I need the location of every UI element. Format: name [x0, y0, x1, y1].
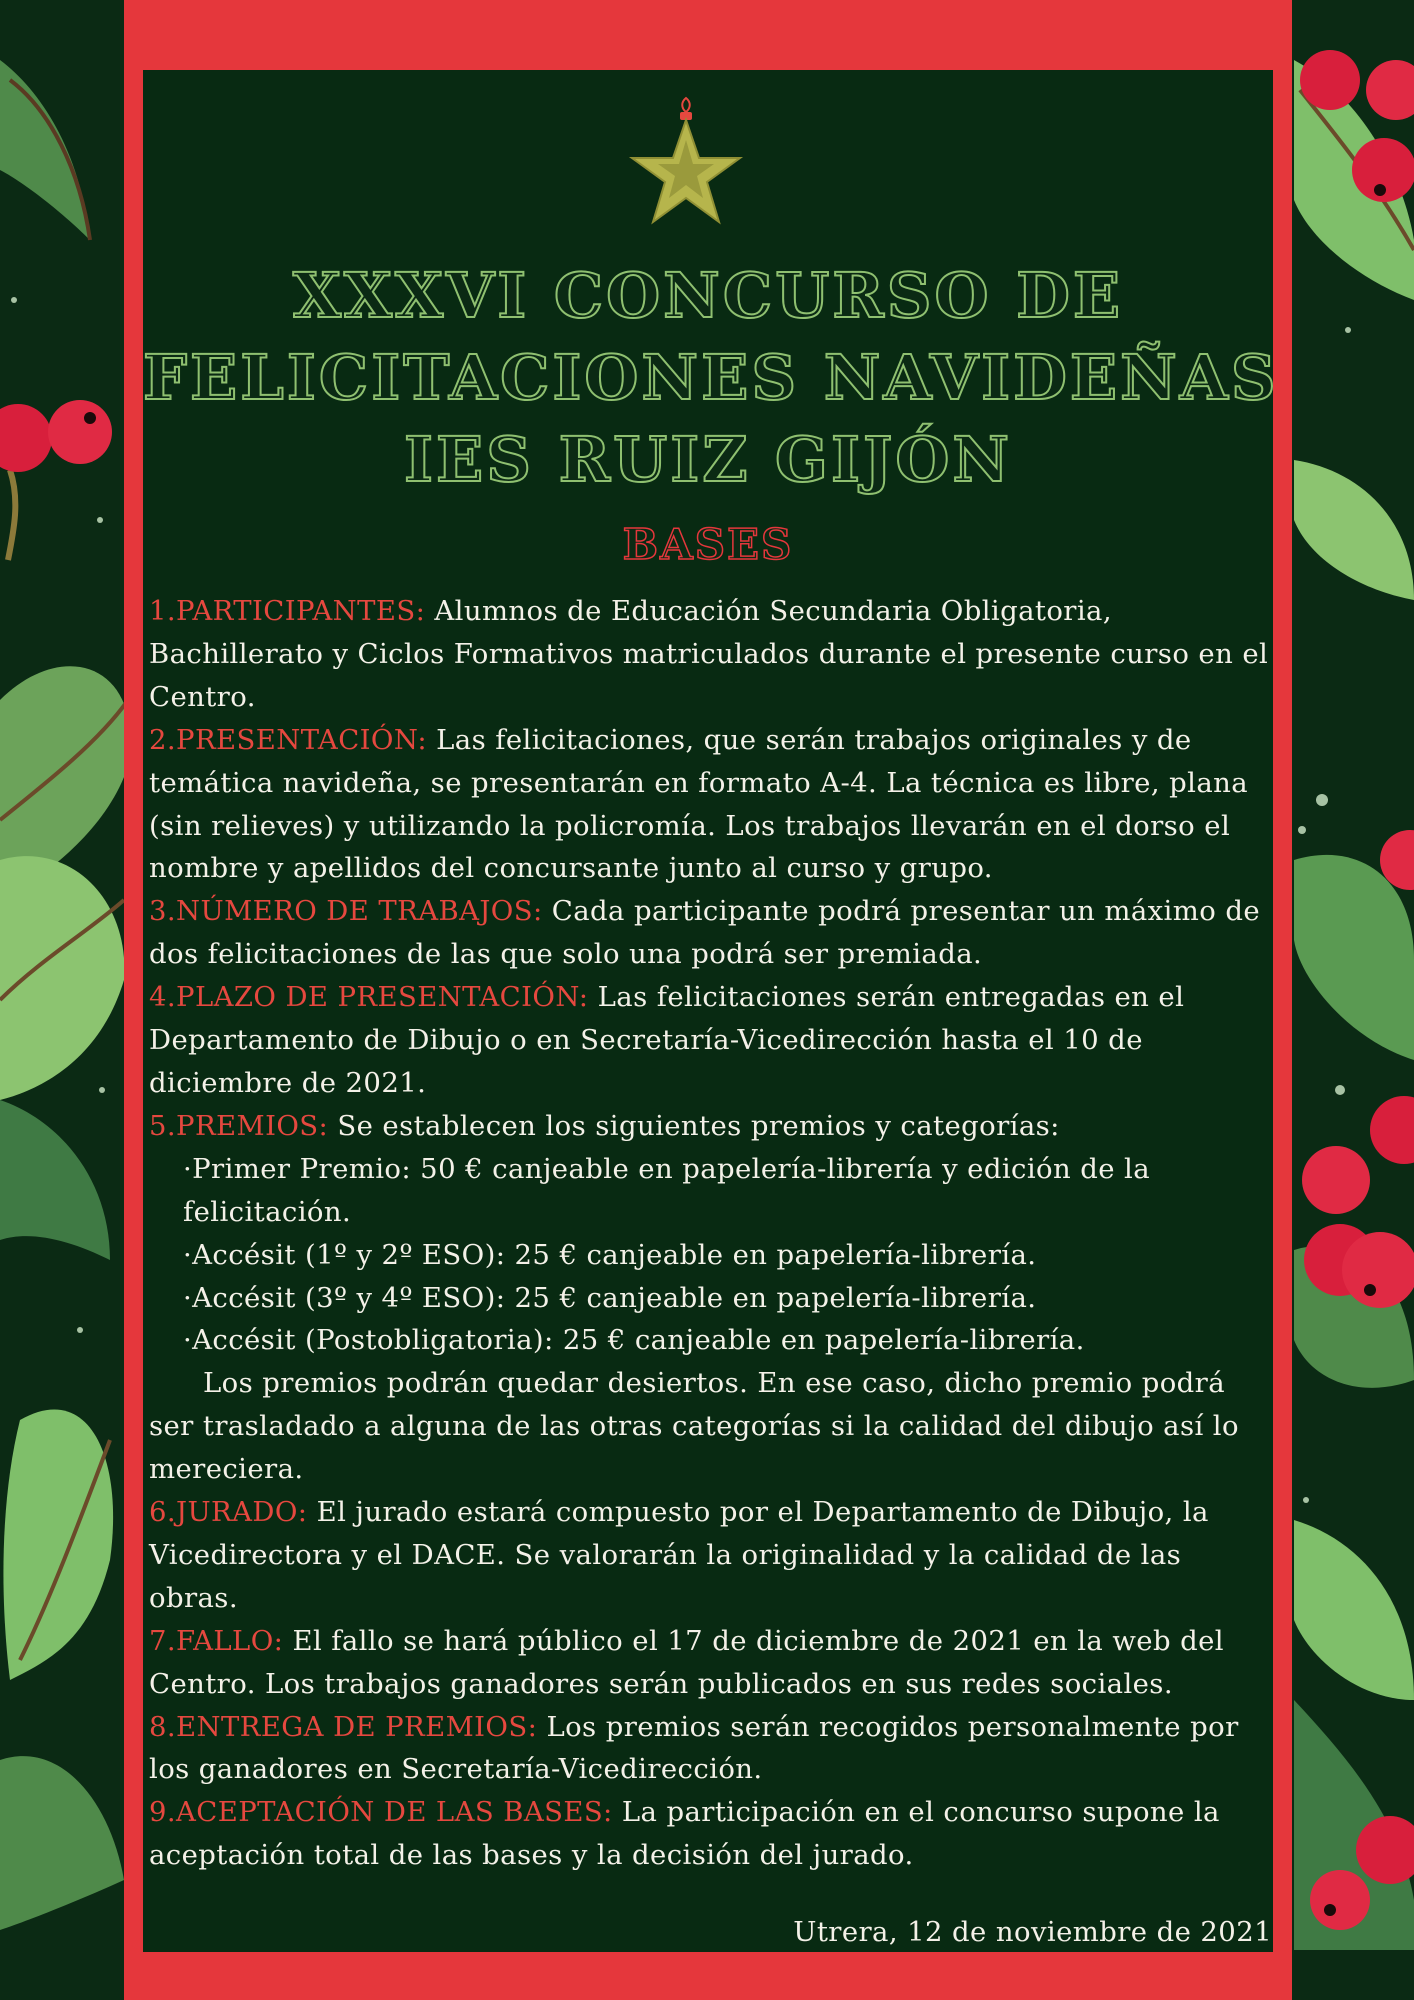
section-text: El fallo se hará público el 17 de diciembre de 2021 en la web del Centro. Los trabajos ganadores serán publicados en sus redes sociales.: [149, 1624, 1224, 1700]
section-title: 5.PREMIOS:: [149, 1109, 329, 1142]
section-text: Las felicitaciones serán entregadas en el Departamento de Dibujo o en Secretaría-Vicedirección hasta el 10 de diciembre de 2021.: [149, 981, 1185, 1099]
section-2: [149, 719, 1269, 891]
berry-icon: [1302, 1096, 1414, 1308]
section-title: 2.PRESENTACIÓN:: [149, 723, 427, 756]
section-4: [149, 976, 1269, 1105]
section-9: [149, 1791, 1269, 1877]
section-title: 4.PLAZO DE PRESENTACIÓN:: [149, 981, 589, 1014]
date-line: Utrera, 12 de noviembre de 2021: [793, 1916, 1272, 1948]
section-title: 9.ACEPTACIÓN DE LAS BASES:: [149, 1796, 613, 1829]
holly-leaf-icon: [0, 1100, 110, 1260]
holly-leaf-icon: [1294, 1520, 1414, 1700]
rules-body: [149, 590, 1269, 1877]
section-title: 1.PARTICIPANTES:: [149, 595, 426, 627]
title-line-3: IES RUIZ GIJÓN: [403, 423, 1013, 496]
section-1: [149, 590, 1269, 719]
title-line-1: XXXVI CONCURSO DE: [292, 259, 1124, 332]
section-6: [149, 1491, 1269, 1620]
section-title: 3.NÚMERO DE TRABAJOS:: [149, 895, 543, 928]
holly-leaf-icon: [3, 1409, 113, 1680]
section-text: Alumnos de Educación Secundaria Obligatoria, Bachillerato y Ciclos Formativos matriculados durante el presente curso en el Centro.: [149, 595, 1269, 713]
section-text: Cada participante podrá presentar un máximo de dos felicitaciones de las que solo una podrá ser premiada.: [149, 895, 1261, 971]
holly-leaf-icon: [0, 1756, 124, 1930]
bases-heading: BASES: [622, 520, 794, 569]
section-text: La participación en el concurso supone la aceptación total de las bases y la decisión del jurado.: [149, 1796, 1220, 1872]
prizes-note: Los premios podrán quedar desiertos. En ese caso, dicho premio podrá ser trasladado a alguna de las otras categorías si la calidad del dibujo así lo mereciera.: [149, 1367, 1239, 1486]
prize-item: ·Accésit (Postobligatoria): 25 € canjeable en papelería-librería.: [183, 1324, 1085, 1357]
section-5: [149, 1105, 1269, 1148]
section-8: [149, 1706, 1269, 1792]
holly-leaf-icon: [0, 60, 90, 240]
prize-item: ·Accésit (1º y 2º ESO): 25 € canjeable en papelería-librería.: [183, 1238, 1037, 1271]
berry-icon: [0, 400, 112, 560]
section-title: 8.ENTREGA DE PREMIOS:: [149, 1710, 538, 1743]
holly-leaf-icon: [0, 856, 124, 1100]
section-text: Se establecen los siguientes premios y categorías:: [328, 1109, 1060, 1142]
prize-item: ·Primer Premio: 50 € canjeable en papelería-librería y edición de la felicitación.: [183, 1152, 1151, 1228]
section-7: [149, 1620, 1269, 1706]
prize-item: ·Accésit (3º y 4º ESO): 25 € canjeable en papelería-librería.: [183, 1281, 1037, 1314]
section-text: Las felicitaciones, que serán trabajos originales y de temática navideña, se presentarán en formato A-4. La técnica es libre, plana (sin relieves) y utilizando la policromía. Los trabajos llevarán en el dorso el nombre y apellidos del concursante junto al curso y grupo.: [149, 723, 1249, 885]
section-text: El jurado estará compuesto por el Departamento de Dibujo, la Vicedirectora y el DACE. Se valorarán la originalidad y la calidad de las obras.: [149, 1496, 1209, 1614]
section-3: [149, 890, 1269, 976]
section-title: 6.JURADO:: [149, 1496, 308, 1529]
holly-leaf-icon: [1294, 460, 1414, 600]
title-line-2: FELICITACIONES NAVIDEÑAS: [143, 341, 1279, 414]
section-title: 7.FALLO:: [149, 1624, 284, 1657]
star-ornament-icon: [626, 96, 746, 236]
section-text: Los premios serán recogidos personalmente por los ganadores en Secretaría-Vicedirección.: [149, 1710, 1239, 1786]
contest-title: [143, 255, 1279, 501]
